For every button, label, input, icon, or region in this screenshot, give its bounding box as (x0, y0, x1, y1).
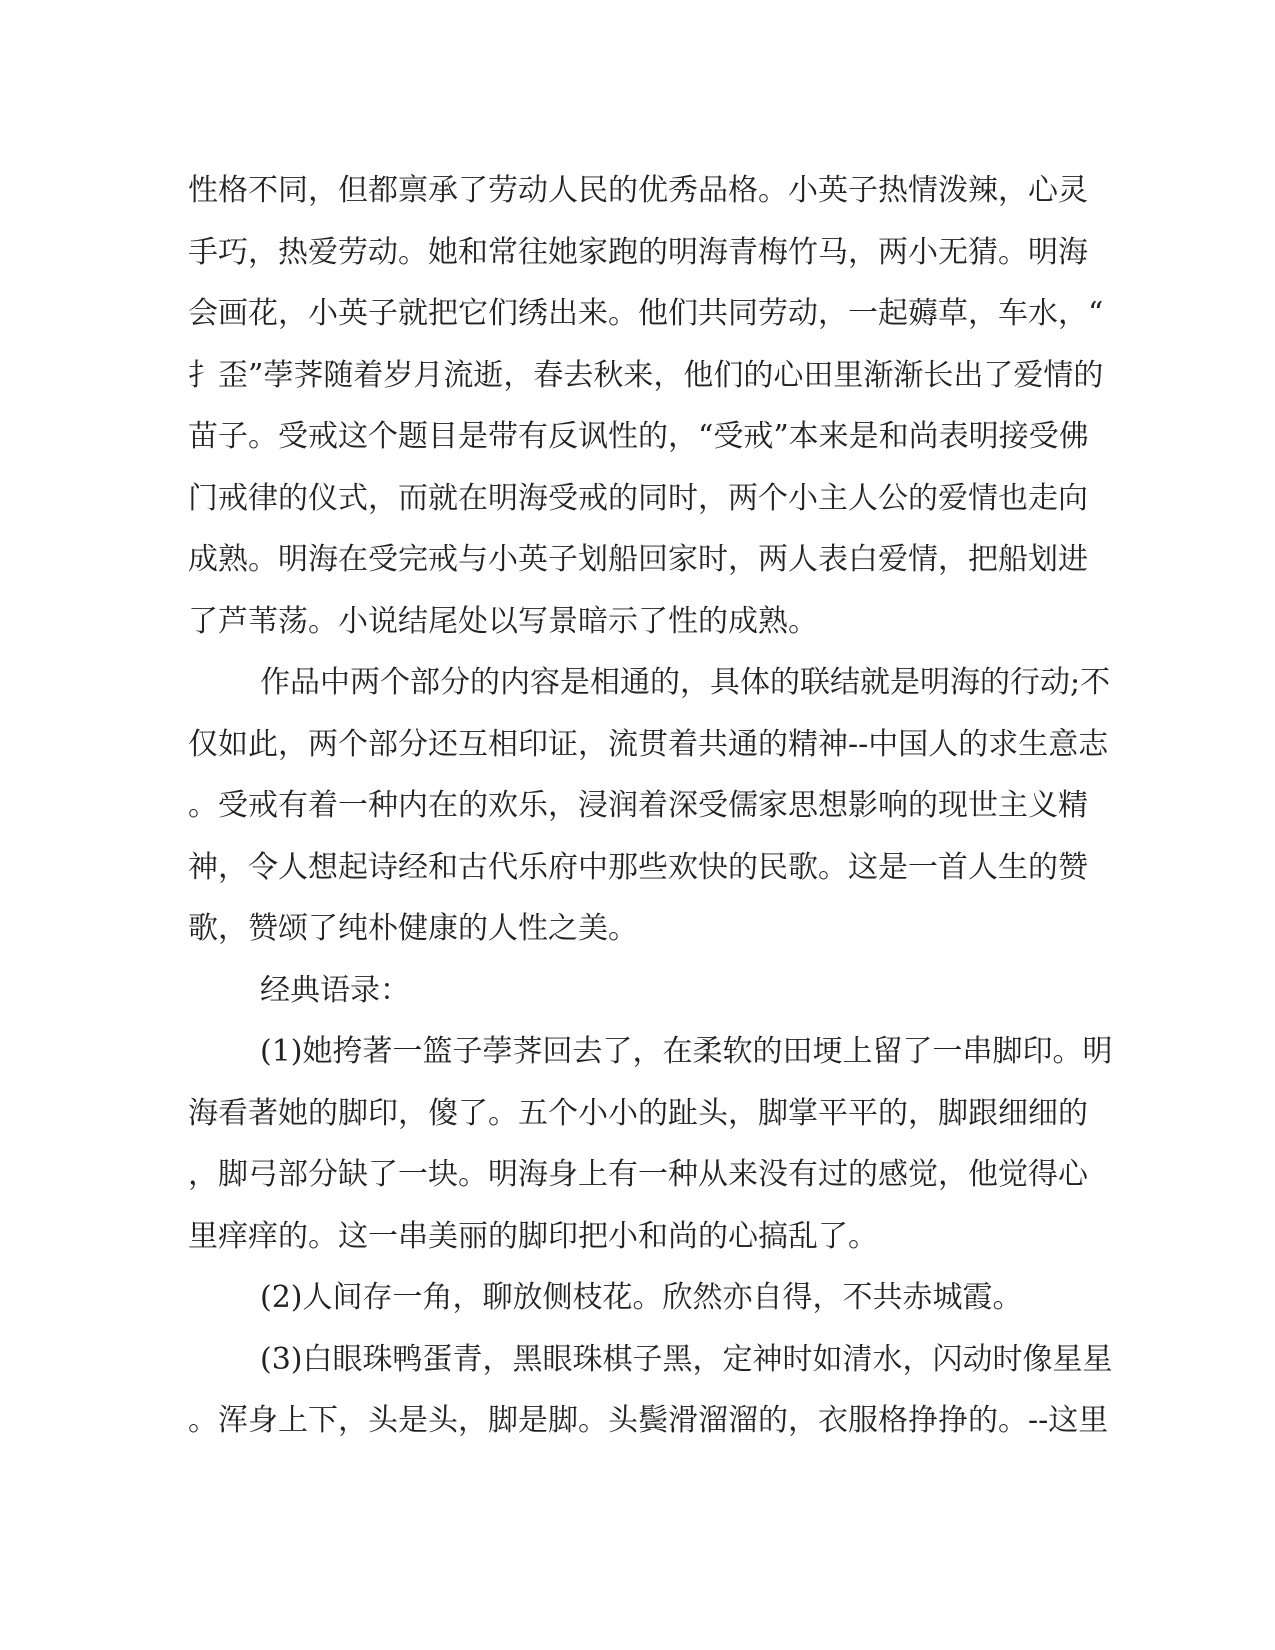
text-line: (3)白眼珠鸭蛋青，黑眼珠棋子黑，定神时如清水，闪动时像星星 (260, 1341, 1113, 1377)
text-line: 海看著她的脚印，傻了。五个小小的趾头，脚掌平平的，脚跟细细的 (188, 1095, 1088, 1131)
text-line: (1)她挎著一篮子荸荠回去了，在柔软的田埂上留了一串脚印。明 (260, 1034, 1113, 1069)
text-line: ，脚弓部分缺了一块。明海身上有一种从来没有过的感觉，他觉得心 (188, 1157, 1088, 1192)
text-line: 里痒痒的。这一串美丽的脚印把小和尚的心搞乱了。 (188, 1218, 878, 1254)
text-line: 歌，赞颂了纯朴健康的人性之美。 (188, 911, 638, 946)
text-line: 会画花，小英子就把它们绣出来。他们共同劳动，一起薅草，车水，“ (188, 296, 1104, 331)
text-line: 扌歪”荸荠随着岁月流逝，春去秋来，他们的心田里渐渐长出了爱情的 (188, 357, 1104, 393)
text-line: 门戒律的仪式，而就在明海受戒的同时，两个小主人公的爱情也走向 (188, 480, 1088, 516)
paragraph-2 (188, 652, 1111, 960)
text-line: 。受戒有着一种内在的欢乐，浸润着深受儒家思想影响的现世主义精 (188, 788, 1088, 823)
quotes-heading (188, 960, 1088, 1022)
text-line: 手巧，热爱劳动。她和常往她家跑的明海青梅竹马，两小无猜。明海 (188, 234, 1088, 270)
paragraph-1 (188, 160, 1104, 652)
text-line: 仅如此，两个部分还互相印证，流贯着共通的精神--中国人的求生意志 (188, 726, 1109, 762)
text-line: 神，令人想起诗经和古代乐府中那些欢快的民歌。这是一首人生的赞 (188, 849, 1088, 885)
text-line: 作品中两个部分的内容是相通的，具体的联结就是明海的行动;不 (260, 665, 1111, 700)
text-line: 了芦苇荡。小说结尾处以写景暗示了性的成熟。 (188, 603, 818, 639)
text-line: 。浑身上下，头是头，脚是脚。头鬓滑溜溜的，衣服格挣挣的。--这里 (188, 1403, 1109, 1438)
section-heading: 经典语录： (260, 972, 410, 1008)
text-line: 性格不同，但都禀承了劳动人民的优秀品格。小英子热情泼辣，心灵 (188, 173, 1088, 208)
quote-3 (188, 1329, 1113, 1452)
text-line: 苗子。受戒这个题目是带有反讽性的，“受戒”本来是和尚表明接受佛 (188, 419, 1089, 454)
quote-1 (188, 1021, 1113, 1267)
document-body (188, 160, 1113, 1452)
text-line: (2)人间存一角，聊放侧枝花。欣然亦自得，不共赤城霞。 (260, 1280, 1023, 1315)
text-line: 成熟。明海在受完戒与小英子划船回家时，两人表白爱情，把船划进 (188, 542, 1088, 577)
quote-2 (188, 1267, 1088, 1329)
